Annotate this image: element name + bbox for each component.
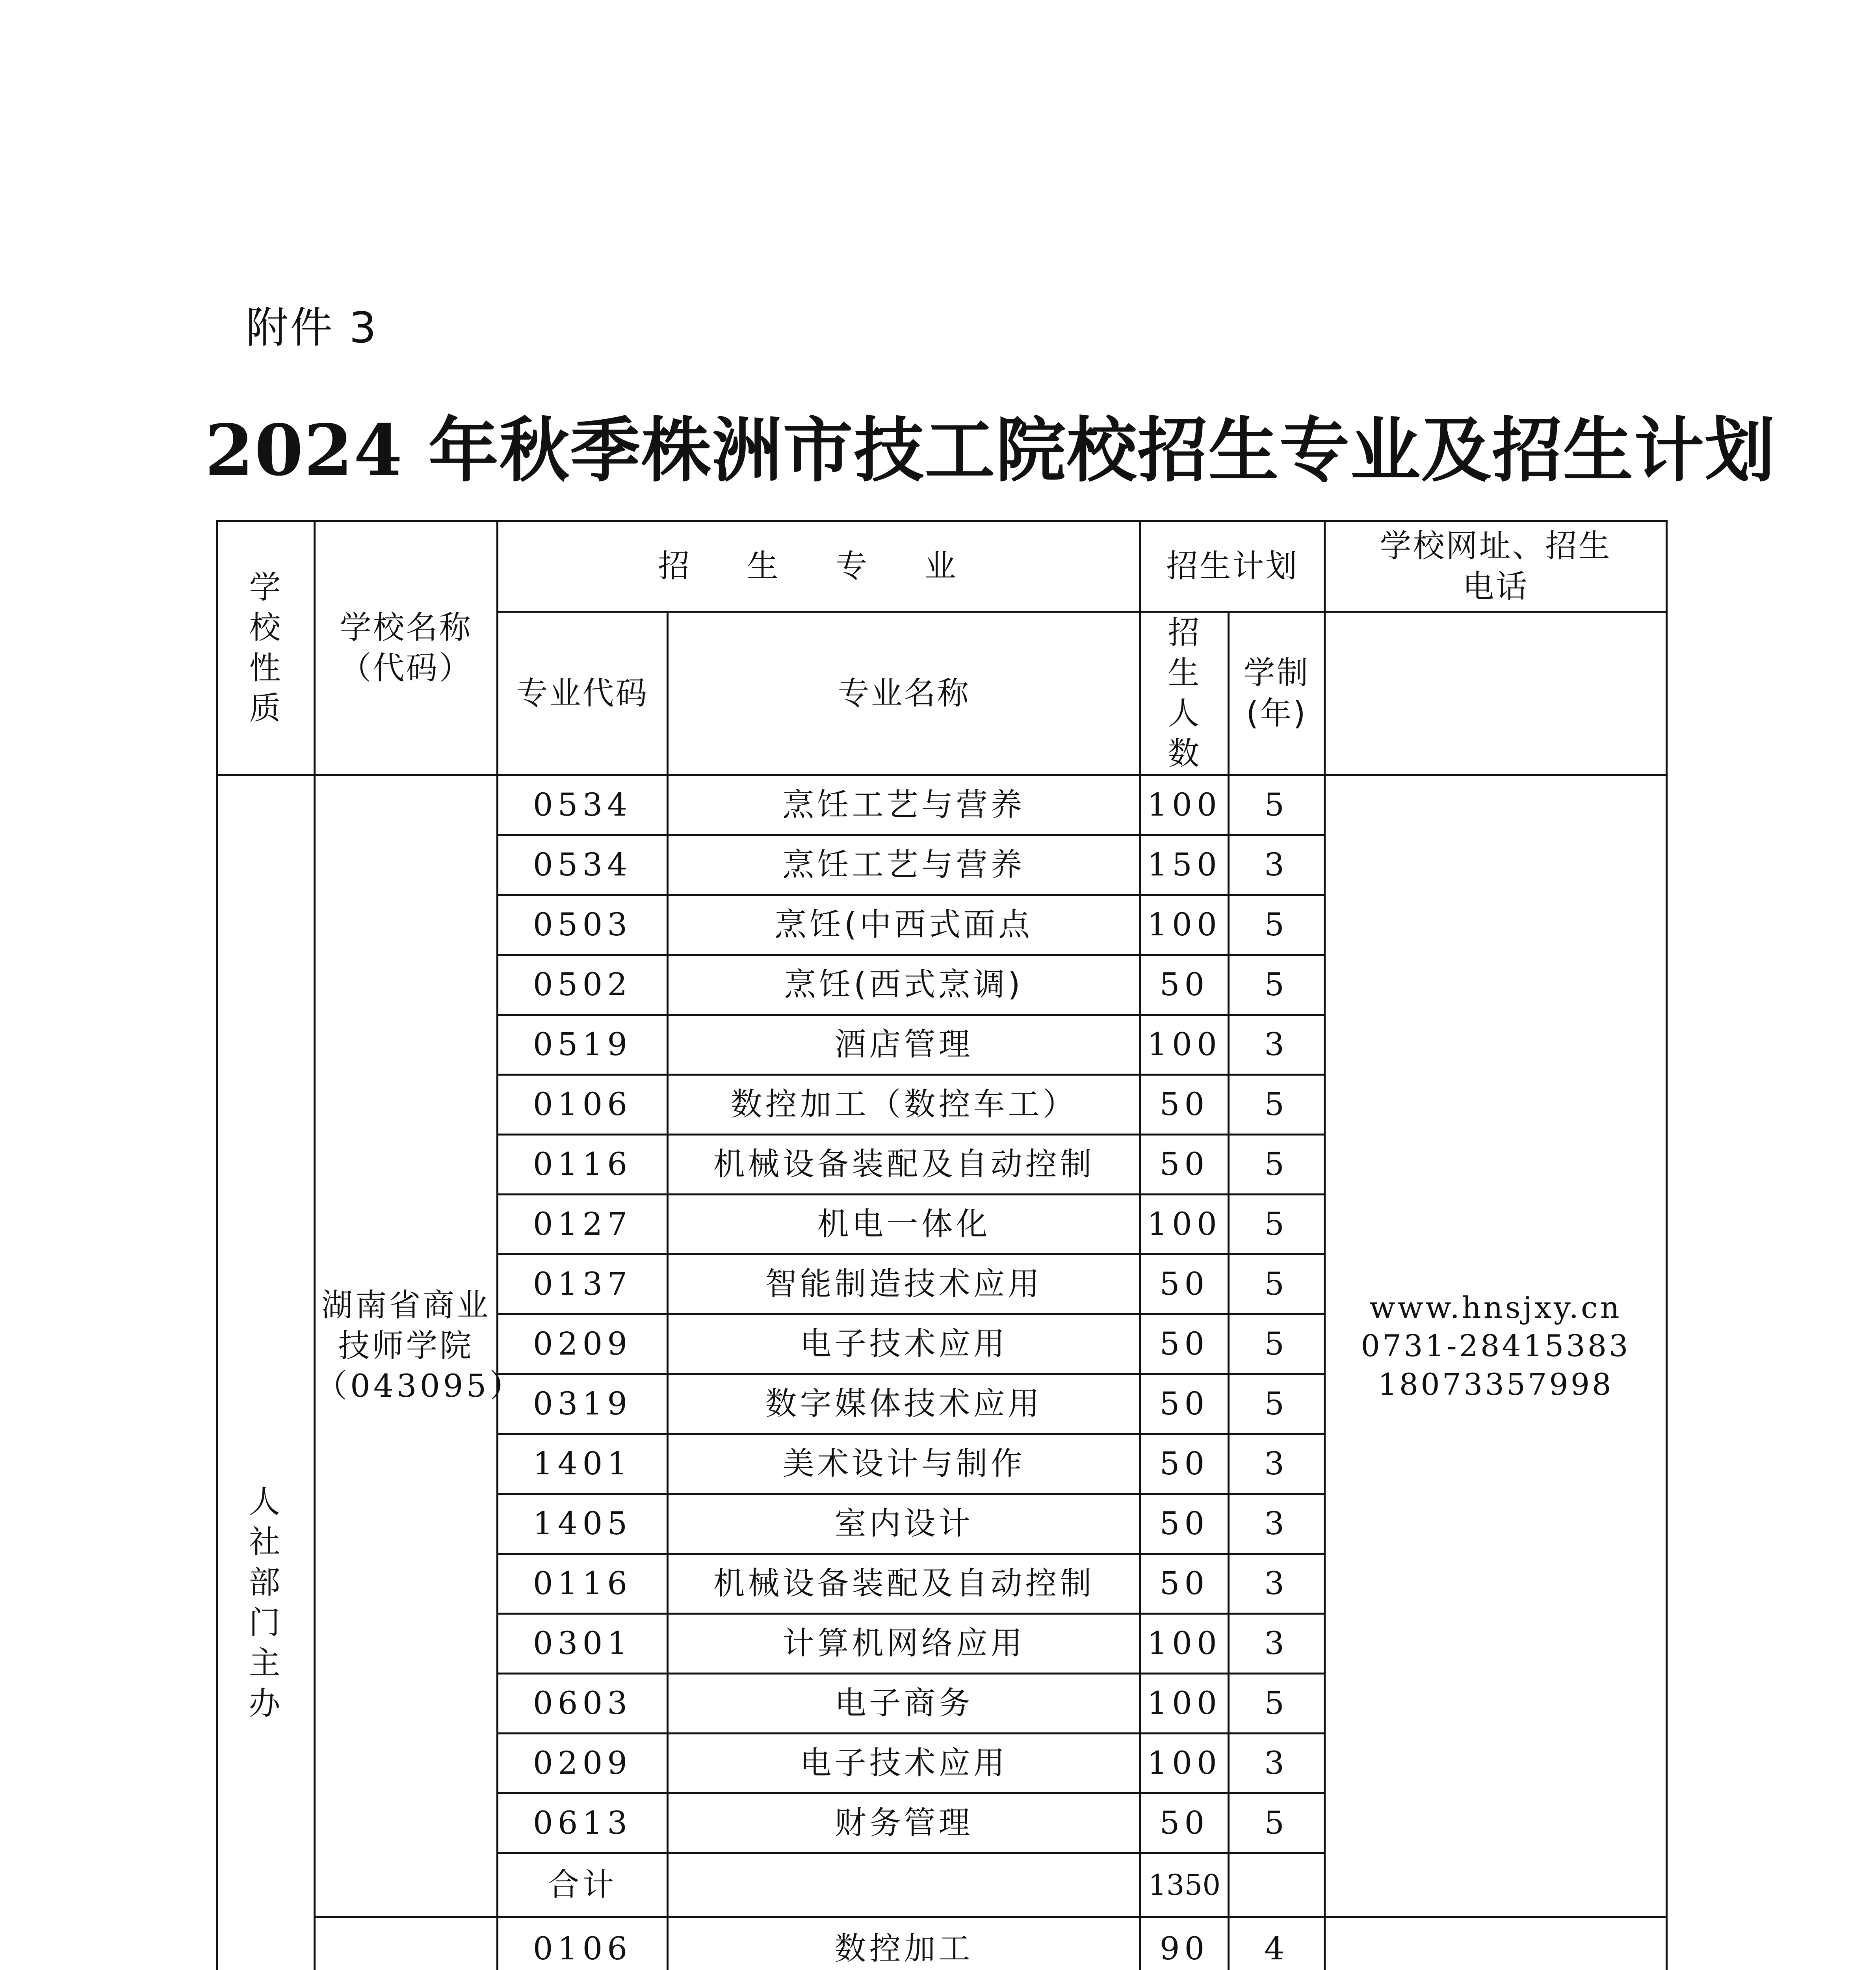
enroll-count: 50 [1140,1374,1229,1434]
major-name: 电子技术应用 [668,1733,1140,1793]
major-name: 室内设计 [668,1494,1140,1554]
major-name: 电子商务 [668,1673,1140,1733]
enroll-count: 100 [1140,1733,1229,1793]
duration-years: 5 [1229,1793,1325,1853]
header-enroll-count: 招生人数 [1140,612,1229,775]
major-code: 0127 [498,1194,668,1254]
enroll-count: 150 [1140,835,1229,895]
duration-years: 5 [1229,895,1325,955]
enroll-count: 100 [1140,775,1229,835]
duration-years: 5 [1229,1134,1325,1194]
major-code: 0534 [498,775,668,835]
major-name: 烹饪(西式烹调) [668,955,1140,1015]
enroll-count: 100 [1140,1613,1229,1673]
major-code: 0116 [498,1554,668,1613]
duration-years: 3 [1229,1733,1325,1793]
major-code: 0534 [498,835,668,895]
enroll-count: 50 [1140,1494,1229,1554]
duration-years: 5 [1229,1374,1325,1434]
table-row [217,1917,1667,1970]
duration-years: 3 [1229,1494,1325,1554]
major-code: 0137 [498,1254,668,1314]
duration-years: 5 [1229,1194,1325,1254]
enroll-count: 100 [1140,1015,1229,1074]
school-name-cell [315,1917,498,1970]
school-contact [1325,1917,1667,1970]
header-major-group: 招 生 专 业 [498,521,1140,612]
enroll-count: 50 [1140,1074,1229,1134]
major-code: 1401 [498,1434,668,1494]
major-name: 数字媒体技术应用 [668,1374,1140,1434]
enroll-count: 50 [1140,1793,1229,1853]
major-code: 0301 [498,1613,668,1673]
major-code: 0519 [498,1015,668,1074]
enroll-count: 100 [1140,1673,1229,1733]
major-name: 机械设备装配及自动控制 [668,1134,1140,1194]
duration-years: 3 [1229,1613,1325,1673]
major-name: 机械设备装配及自动控制 [668,1554,1140,1613]
total-count: 1350 [1140,1853,1229,1917]
duration-years: 3 [1229,835,1325,895]
header-duration: 学制(年) [1229,612,1325,775]
header-contact-empty [1325,612,1667,775]
major-code: 0106 [498,1074,668,1134]
major-name: 数控加工（数控车工） [668,1074,1140,1134]
duration-years: 3 [1229,1015,1325,1074]
school-name: 湖南省商业技师学院 [321,1287,491,1364]
major-name: 智能制造技术应用 [668,1254,1140,1314]
enroll-count: 50 [1140,1134,1229,1194]
duration-years: 5 [1229,775,1325,835]
enroll-count: 100 [1140,1194,1229,1254]
school-code: （043095） [316,1368,524,1405]
enroll-count: 90 [1140,1917,1229,1970]
major-code: 0503 [498,895,668,955]
attachment-label: 附件 3 [246,303,378,353]
major-code: 1405 [498,1494,668,1554]
enroll-count: 50 [1140,1254,1229,1314]
duration-years: 4 [1229,1917,1325,1970]
duration-years: 5 [1229,1074,1325,1134]
major-code: 0603 [498,1673,668,1733]
duration-years: 5 [1229,1254,1325,1314]
major-name: 烹饪工艺与营养 [668,775,1140,835]
duration-years: 5 [1229,955,1325,1015]
table-row [217,775,1667,835]
header-school-type: 学校性质 [217,521,315,775]
enroll-count: 100 [1140,895,1229,955]
enrollment-plan-table [216,520,1668,1970]
total-empty [668,1853,1140,1917]
duration-years: 3 [1229,1554,1325,1613]
header-plan-group: 招生计划 [1140,521,1325,612]
duration-years: 5 [1229,1314,1325,1374]
major-name: 电子技术应用 [668,1314,1140,1374]
major-code: 0502 [498,955,668,1015]
contact-line: 0731-28415383 [1361,1328,1631,1364]
enroll-count: 50 [1140,1554,1229,1613]
page-title: 2024 年秋季株洲市技工院校招生专业及招生计划 [205,409,1776,491]
major-name: 酒店管理 [668,1015,1140,1074]
enroll-count: 50 [1140,1314,1229,1374]
school-name-cell [315,775,524,1917]
major-name: 美术设计与制作 [668,1434,1140,1494]
contact-line: 18073357998 [1378,1366,1614,1402]
total-label: 合计 [498,1853,668,1917]
enroll-count: 50 [1140,1434,1229,1494]
major-code: 0209 [498,1314,668,1374]
school-type: 人社部门主办 [217,775,315,1970]
major-name: 计算机网络应用 [668,1613,1140,1673]
major-code: 0116 [498,1134,668,1194]
contact-line: www.hnsjxy.cn [1369,1290,1622,1325]
enroll-count: 50 [1140,955,1229,1015]
major-name: 数控加工 [668,1917,1140,1970]
major-code: 0319 [498,1374,668,1434]
total-empty [1229,1853,1325,1917]
school-contact [1325,775,1667,1917]
major-name: 财务管理 [668,1793,1140,1853]
header-major-name: 专业名称 [668,612,1140,775]
header-school-name: 学校名称（代码） [315,521,498,775]
major-name: 机电一体化 [668,1194,1140,1254]
duration-years: 5 [1229,1673,1325,1733]
major-code: 0613 [498,1793,668,1853]
duration-years: 3 [1229,1434,1325,1494]
major-code: 0106 [498,1917,668,1970]
header-major-code: 专业代码 [498,612,668,775]
major-name: 烹饪工艺与营养 [668,835,1140,895]
header-contact: 学校网址、招生电话 [1325,521,1667,612]
major-code: 0209 [498,1733,668,1793]
major-name: 烹饪(中西式面点 [668,895,1140,955]
